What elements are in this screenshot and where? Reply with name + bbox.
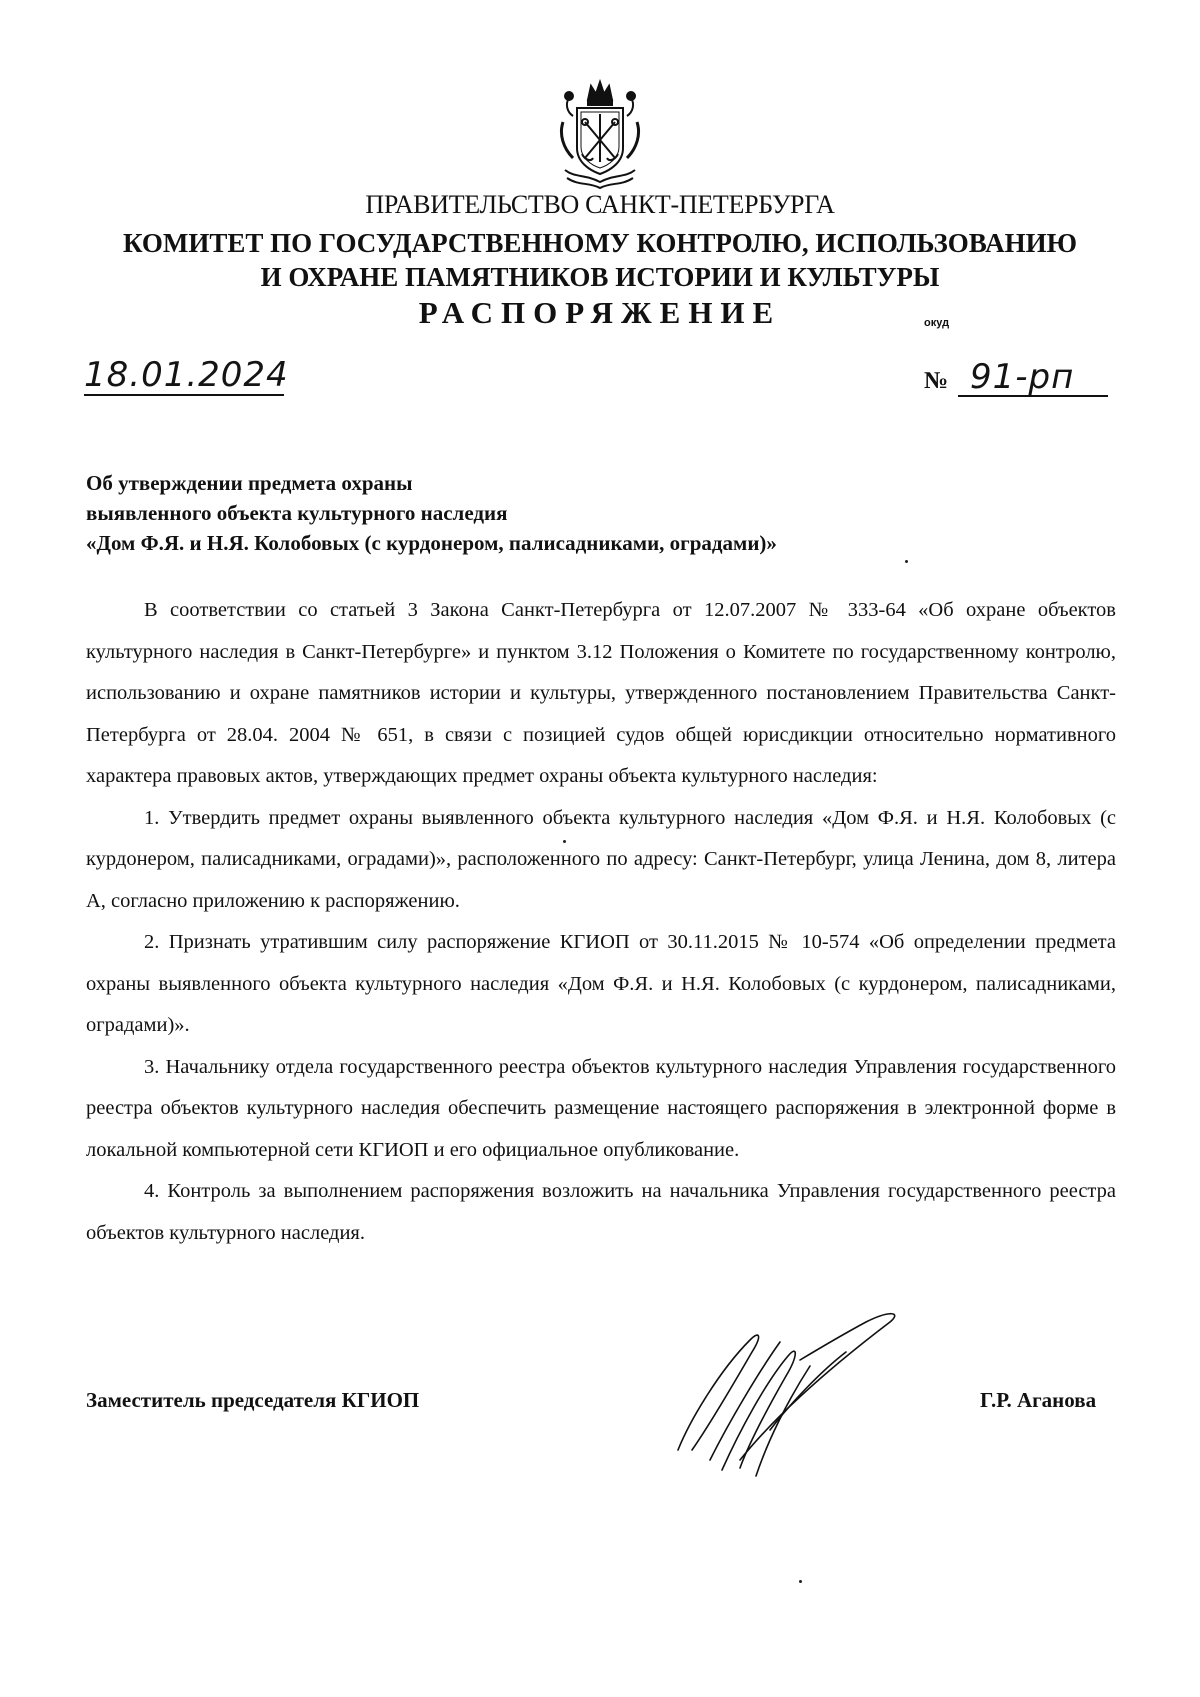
document-type-title: РАСПОРЯЖЕНИЕ	[418, 295, 782, 330]
number-value: 91-рп	[970, 357, 1075, 397]
item-1-paragraph: 1. Утвердить предмет охраны выявленного объекта культурного наследия «Дом Ф.Я. и Н.Я. Колобовых (с курдонером, палисадниками, оградами)», расположенного по адресу: Санкт-Петербург, улица Ленина, дом 8, литера А, согласно приложению к распоряжению.	[86, 806, 1116, 912]
signer-title: Заместитель председателя КГИОП	[86, 1388, 420, 1412]
government-name: ПРАВИТЕЛЬСТВО САНКТ-ПЕТЕРБУРГА	[365, 190, 835, 219]
subject-line-2: выявленного объекта культурного наследия	[86, 501, 508, 525]
document-body	[86, 590, 1116, 1254]
scan-speck	[905, 560, 908, 563]
okud-label: окуд	[924, 317, 950, 329]
item-2-paragraph: 2. Признать утратившим силу распоряжение КГИОП от 30.11.2015 № 10-574 «Об определении предмета охраны выявленного объекта культурного наследия «Дом Ф.Я. и Н.Я. Колобовых (с курдонером, палисадниками, оградами)».	[86, 931, 1116, 1036]
document-number	[924, 356, 1114, 402]
committee-line-2: И ОХРАНЕ ПАМЯТНИКОВ ИСТОРИИ И КУЛЬТУРЫ	[260, 262, 940, 292]
subject-line-1: Об утверждении предмета охраны	[86, 471, 413, 495]
committee-line-1: КОМИТЕТ ПО ГОСУДАРСТВЕННОМУ КОНТРОЛЮ, ИСПОЛЬЗОВАНИЮ	[123, 228, 1077, 258]
document-subject	[86, 468, 986, 558]
scan-speck	[563, 840, 566, 843]
number-sign: №	[924, 368, 949, 394]
handwritten-signature	[670, 1300, 910, 1490]
scan-speck	[799, 1580, 802, 1583]
committee-name	[0, 226, 1200, 294]
item-4-paragraph: 4. Контроль за выполнением распоряжения возложить на начальника Управления государственного реестра объектов культурного наследия.	[86, 1180, 1116, 1244]
preamble-paragraph: В соответствии со статьей 3 Закона Санкт-Петербурга от 12.07.2007 № 333-64 «Об охране объектов культурного наследия в Санкт-Петербурге» и пунктом 3.12 Положения о Комитете по государственному контролю, использованию и охране памятников истории и культуры, утвержденного постановлением Правительства Санкт-Петербурга от 28.04. 2004 № 651, в связи с позицией судов общей юрисдикции относительно нормативного характера правовых актов, утверждающих предмет охраны объекта культурного наследия:	[86, 599, 1116, 787]
document-date: 18.01.2024	[84, 355, 289, 395]
st-petersburg-coat-of-arms-icon	[555, 78, 645, 190]
item-3-paragraph: 3. Начальнику отдела государственного реестра объектов культурного наследия Управления государственного реестра объектов культурного наследия обеспечить размещение настоящего распоряжения в электронной форме в локальной компьютерной сети КГИОП и его официальное опубликование.	[86, 1055, 1116, 1161]
signer-name: Г.Р. Аганова	[980, 1388, 1097, 1412]
subject-line-3: «Дом Ф.Я. и Н.Я. Колобовых (с курдонером, палисадниками, оградами)»	[86, 531, 777, 555]
